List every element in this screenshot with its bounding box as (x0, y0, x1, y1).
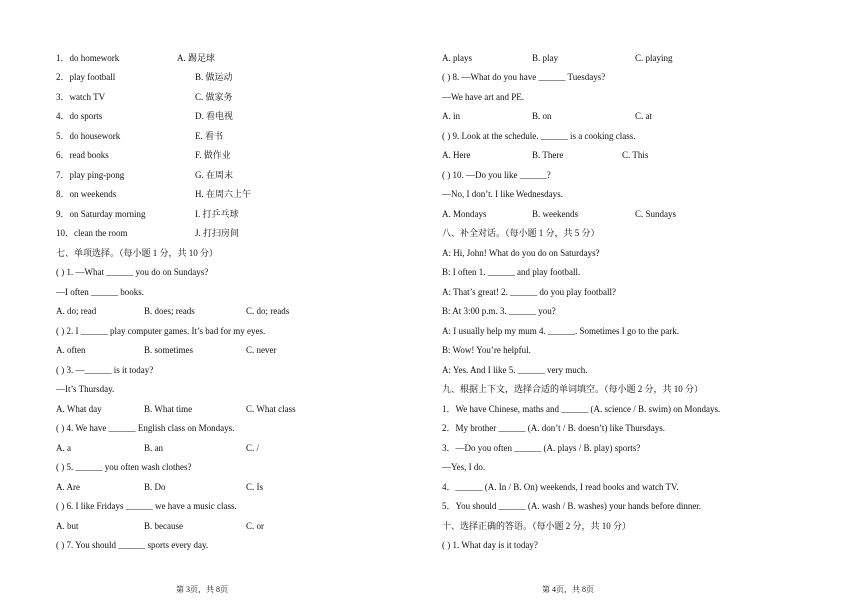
question-7: ( ) 7. You should ______ sports every day. (56, 540, 209, 550)
option-c[interactable]: C. What class (246, 404, 296, 414)
matching-chinese: H. 在周六上午 (195, 189, 251, 199)
option-c[interactable]: C. do; reads (246, 306, 290, 316)
section-7-title: 七、单项选择。（每小题 1 分，共 10 分） (56, 248, 219, 258)
question-10-answer-line: —No, I don’t. I like Wednesdays. (442, 189, 563, 199)
option-b[interactable]: B. does; reads (144, 306, 195, 316)
option-a[interactable]: A. often (56, 345, 86, 355)
option-c[interactable]: C. never (246, 345, 277, 355)
option-a[interactable]: A. plays (442, 53, 472, 63)
option-b[interactable]: B. There (532, 150, 564, 160)
matching-chinese: J. 打扫房间 (195, 228, 240, 238)
option-c[interactable]: C. or (246, 521, 264, 531)
matching-chinese: F. 做作业 (195, 150, 231, 160)
option-a[interactable]: A. in (442, 111, 460, 121)
option-b[interactable]: B. weekends (532, 209, 578, 219)
question-8-answer-line: —We have art and PE. (442, 92, 524, 102)
matching-chinese: E. 看书 (195, 131, 223, 141)
matching-chinese: I. 打乒乓球 (195, 209, 239, 219)
matching-english: 9．on Saturday morning (56, 209, 146, 219)
option-b[interactable]: B. Do (144, 482, 166, 492)
option-a[interactable]: A. but (56, 521, 79, 531)
option-a[interactable]: A. do; read (56, 306, 97, 316)
fill-item: —Yes, I do. (442, 462, 486, 472)
dialog-line: B: I often 1. ______ and play football. (442, 267, 581, 277)
dialog-line: B: At 3:00 p.m. 3. ______ you? (442, 306, 556, 316)
question-1-answer-line: —I often ______ books. (56, 287, 144, 297)
option-a[interactable]: A. Here (442, 150, 471, 160)
question-9: ( ) 9. Look at the schedule. ______ is a cooking class. (442, 131, 636, 141)
option-b[interactable]: B. What time (144, 404, 193, 414)
question-6: ( ) 6. I like Fridays ______ we have a music class. (56, 501, 237, 511)
question-3: ( ) 3. —______ is it today? (56, 365, 154, 375)
question-5: ( ) 5. ______ you often wash clothes? (56, 462, 192, 472)
matching-english: 10．clean the room (56, 228, 128, 238)
question-8: ( ) 8. —What do you have ______ Tuesdays? (442, 72, 606, 82)
section-10-question-1: ( ) 1. What day is it today? (442, 540, 538, 550)
option-c[interactable]: C. playing (635, 53, 673, 63)
section-9-title: 九、根据上下文，选择合适的单词填空。（每小题 2 分，共 10 分） (442, 384, 704, 394)
matching-chinese: B. 做运动 (195, 72, 233, 82)
fill-item: 5．You should ______ (A. wash / B. washes) your hands before dinner. (442, 501, 702, 511)
question-3-answer-line: —It’s Thursday. (56, 384, 115, 394)
fill-item: 4．______ (A. In / B. On) weekends, I read books and watch TV. (442, 482, 679, 492)
option-a[interactable]: A. Are (56, 482, 80, 492)
dialog-line: A: That’s great! 2. ______ do you play football? (442, 287, 617, 297)
question-4: ( ) 4. We have ______ English class on Mondays. (56, 423, 235, 433)
option-b[interactable]: B. on (532, 111, 552, 121)
option-a[interactable]: A. What day (56, 404, 102, 414)
fill-item: 1．We have Chinese, maths and ______ (A. science / B. swim) on Mondays. (442, 404, 721, 414)
option-c[interactable]: C. Sundays (635, 209, 677, 219)
question-2: ( ) 2. I ______ play computer games. It’s bad for my eyes. (56, 326, 266, 336)
matching-english: 7．play ping-pong (56, 170, 125, 180)
option-a[interactable]: A. a (56, 443, 71, 453)
section-8-title: 八、补全对话。（每小题 1 分，共 5 分） (442, 228, 600, 238)
fill-item: 3．—Do you often ______ (A. plays / B. play) sports? (442, 443, 641, 453)
option-a[interactable]: A. Mondays (442, 209, 487, 219)
page-number-left: 第 3页，共 8页 (176, 585, 228, 594)
dialog-line: A: Yes. And I like 5. ______ very much. (442, 365, 588, 375)
dialog-line: B: Wow! You’re helpful. (442, 345, 531, 355)
matching-chinese: D. 看电视 (195, 111, 233, 121)
matching-chinese: A. 踢足球 (177, 53, 215, 63)
fill-item: 2．My brother ______ (A. don’t / B. doesn’t) like Thursdays. (442, 423, 665, 433)
matching-chinese: G. 在周末 (195, 170, 233, 180)
option-c[interactable]: C. / (246, 443, 260, 453)
section-10-title: 十、选择正确的答语。（每小题 2 分，共 10 分） (442, 521, 632, 531)
option-c[interactable]: C. This (622, 150, 649, 160)
question-1: ( ) 1. —What ______ you do on Sundays? (56, 267, 209, 277)
page-number-right: 第 4页，共 8页 (542, 585, 594, 594)
question-10: ( ) 10. —Do you like ______? (442, 170, 551, 180)
matching-english: 8．on weekends (56, 189, 117, 199)
matching-english: 3．watch TV (56, 92, 106, 102)
matching-english: 5．do housework (56, 131, 121, 141)
option-b[interactable]: B. because (144, 521, 183, 531)
matching-chinese: C. 做家务 (195, 92, 233, 102)
matching-english: 2．play football (56, 72, 116, 82)
option-b[interactable]: B. sometimes (144, 345, 193, 355)
option-b[interactable]: B. play (532, 53, 558, 63)
option-b[interactable]: B. an (144, 443, 163, 453)
option-c[interactable]: C. at (635, 111, 652, 121)
matching-english: 1．do homework (56, 53, 120, 63)
dialog-line: A: I usually help my mum 4. ______. Sometimes I go to the park. (442, 326, 679, 336)
matching-english: 6．read books (56, 150, 109, 160)
option-c[interactable]: C. Is (246, 482, 264, 492)
dialog-line: A: Hi, John! What do you do on Saturdays? (442, 248, 600, 258)
matching-english: 4．do sports (56, 111, 103, 121)
